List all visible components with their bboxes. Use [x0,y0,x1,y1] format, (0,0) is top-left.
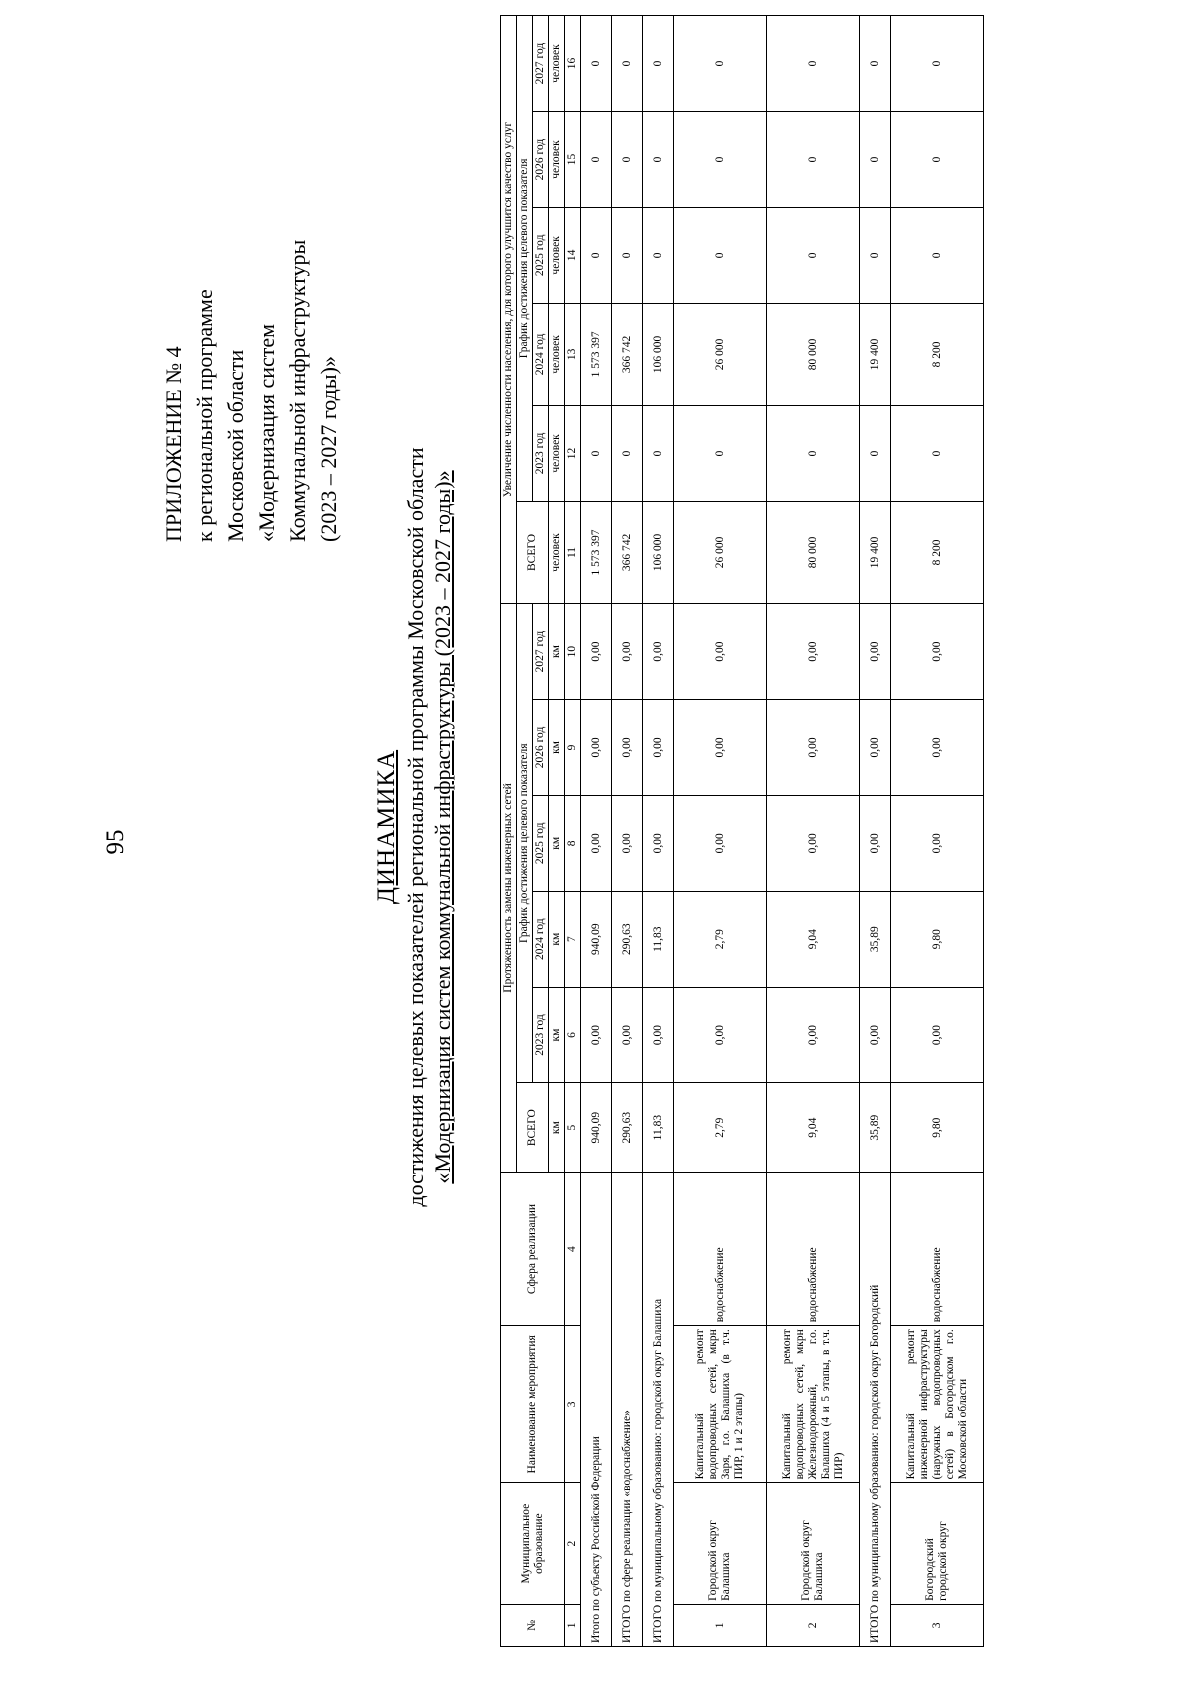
people-value-cell: 0 [767,112,860,208]
km-value-cell: 9,04 [767,1083,860,1172]
unit-people: человек [549,303,565,405]
column-number: 5 [565,1083,581,1172]
people-value-cell: 0 [581,406,612,502]
people-value-cell: 19 400 [860,501,891,603]
table-row [674,16,767,1647]
people-value-cell: 0 [891,16,984,112]
people-value-cell: 19 400 [860,303,891,405]
appendix-block [158,62,344,542]
header-year: 2023 год [533,987,549,1083]
municipality-cell: Городской округ Балашиха [767,1483,860,1604]
sphere-cell: водоснабжение [674,1172,767,1325]
indicators-table [500,15,984,1647]
people-value-cell: 0 [891,112,984,208]
people-value-cell: 0 [674,406,767,502]
unit-people: человек [549,501,565,603]
title-line-3: «Модернизация систем коммунальной инфраструктуры (2023 – 2027 годы)» [430,470,455,1184]
municipality-cell: Городской округ Балашиха [674,1483,767,1604]
people-value-cell: 0 [891,406,984,502]
unit-km: км [549,604,565,700]
sphere-cell: водоснабжение [767,1172,860,1325]
people-value-cell: 26 000 [674,303,767,405]
appendix-line: (2023 – 2027 годы)» [316,356,341,542]
total-label: ИТОГО по муниципальному образованию: городской округ Богородский [860,1172,891,1646]
appendix-line: к региональной программе [192,289,217,542]
column-number: 11 [565,501,581,603]
km-value-cell: 290,63 [612,1083,643,1172]
km-value-cell: 0,00 [643,700,674,796]
people-value-cell: 0 [767,207,860,303]
km-value-cell: 35,89 [860,1083,891,1172]
people-value-cell: 106 000 [643,501,674,603]
people-value-cell: 0 [581,207,612,303]
column-number: 10 [565,604,581,700]
km-value-cell: 0,00 [643,795,674,891]
km-value-cell: 0,00 [860,795,891,891]
people-value-cell: 0 [581,16,612,112]
km-value-cell: 0,00 [767,987,860,1083]
km-value-cell: 0,00 [674,795,767,891]
km-value-cell: 2,79 [674,891,767,987]
appendix-line: Московской области [223,349,248,542]
unit-km: км [549,795,565,891]
km-value-cell: 0,00 [612,700,643,796]
km-value-cell: 2,79 [674,1083,767,1172]
people-value-cell: 80 000 [767,501,860,603]
header-year: 2027 год [533,604,549,700]
unit-km: км [549,700,565,796]
people-value-cell: 0 [860,112,891,208]
km-value-cell: 940,09 [581,891,612,987]
appendix-line: Коммунальной инфраструктуры [285,239,310,542]
km-value-cell: 9,04 [767,891,860,987]
header-total-km: ВСЕГО [517,1083,549,1172]
row-number: 2 [767,1604,860,1646]
header-municipality: Муниципальное образование [501,1483,565,1604]
column-number: 15 [565,112,581,208]
unit-people: человек [549,406,565,502]
people-value-cell: 0 [612,112,643,208]
total-label: Итого по субъекту Российской Федерации [581,1172,612,1646]
km-value-cell: 9,80 [891,891,984,987]
km-value-cell: 0,00 [612,795,643,891]
km-value-cell: 0,00 [860,700,891,796]
km-value-cell: 0,00 [860,987,891,1083]
event-cell: Капитальный ремонт водопроводных сетей, мкрн Заря, г.о. Балашиха (в т.ч. ПИР, 1 и 2 этапы) [674,1326,767,1483]
people-value-cell: 0 [891,207,984,303]
header-year: 2026 год [533,700,549,796]
column-number: 4 [565,1172,581,1325]
header-group-length: Протяженность замены инженерных сетей [501,604,517,1173]
document-title [372,77,456,1577]
column-number-row [565,16,581,1647]
header-schedule-km: График достижения целевого показателя [517,604,533,1083]
total-row [860,16,891,1647]
km-value-cell: 290,63 [612,891,643,987]
km-value-cell: 0,00 [767,604,860,700]
people-value-cell: 0 [643,16,674,112]
km-value-cell: 0,00 [891,987,984,1083]
people-value-cell: 0 [767,406,860,502]
people-value-cell: 106 000 [643,303,674,405]
header-year: 2025 год [533,207,549,303]
people-value-cell: 366 742 [612,303,643,405]
header-year: 2025 год [533,795,549,891]
km-value-cell: 0,00 [581,604,612,700]
km-value-cell: 0,00 [891,700,984,796]
km-value-cell: 0,00 [891,795,984,891]
column-number: 7 [565,891,581,987]
header-sphere: Сфера реализации [501,1172,565,1325]
total-label: ИТОГО по сфере реализации «водоснабжение» [612,1172,643,1646]
header-year: 2026 год [533,112,549,208]
header-total-people: ВСЕГО [517,501,549,603]
header-num: № [501,1604,565,1646]
people-value-cell: 0 [612,207,643,303]
people-value-cell: 8 200 [891,303,984,405]
total-row [581,16,612,1647]
people-value-cell: 0 [612,16,643,112]
people-value-cell: 8 200 [891,501,984,603]
km-value-cell: 0,00 [674,700,767,796]
header-year: 2023 год [533,406,549,502]
page-number: 95 [102,829,129,855]
people-value-cell: 0 [612,406,643,502]
row-number: 3 [891,1604,984,1646]
column-number: 16 [565,16,581,112]
column-number: 9 [565,700,581,796]
people-value-cell: 0 [860,406,891,502]
column-number: 8 [565,795,581,891]
event-cell: Капитальный ремонт инженерной инфраструктуры (наружных водопроводных сетей) в Богородском г.о. Московской области [891,1326,984,1483]
total-row [612,16,643,1647]
appendix-line: ПРИЛОЖЕНИЕ № 4 [161,346,186,542]
header-year: 2024 год [533,303,549,405]
municipality-cell: Богородский городской округ [891,1483,984,1604]
km-value-cell: 0,00 [767,700,860,796]
people-value-cell: 0 [674,112,767,208]
table-row [767,16,860,1647]
km-value-cell: 9,80 [891,1083,984,1172]
title-main: ДИНАМИКА [373,749,400,905]
title-line-2: достижения целевых показателей региональной программы Московской области [403,447,428,1207]
people-value-cell: 0 [643,406,674,502]
km-value-cell: 940,09 [581,1083,612,1172]
unit-people: человек [549,207,565,303]
people-value-cell: 366 742 [612,501,643,603]
people-value-cell: 0 [860,16,891,112]
people-value-cell: 0 [674,16,767,112]
people-value-cell: 0 [581,112,612,208]
table-body [501,16,984,1647]
people-value-cell: 0 [643,112,674,208]
total-label: ИТОГО по муниципальному образованию: городской округ Балашиха [643,1172,674,1646]
row-number: 1 [674,1604,767,1646]
km-value-cell: 0,00 [612,604,643,700]
column-number: 12 [565,406,581,502]
column-number: 2 [565,1483,581,1604]
people-value-cell: 80 000 [767,303,860,405]
event-cell: Капитальный ремонт водопроводных сетей, мкрн Железнодорожный, г.о. Балашиха (4 и 5 этапы, в т.ч. ПИР) [767,1326,860,1483]
column-number: 3 [565,1326,581,1483]
km-value-cell: 0,00 [643,987,674,1083]
header-schedule-people: График достижения целевого показателя [517,16,533,502]
people-value-cell: 0 [860,207,891,303]
km-value-cell: 11,83 [643,891,674,987]
km-value-cell: 0,00 [581,987,612,1083]
km-value-cell: 0,00 [612,987,643,1083]
km-value-cell: 35,89 [860,891,891,987]
total-row [643,16,674,1647]
unit-people: человек [549,16,565,112]
column-number: 13 [565,303,581,405]
km-value-cell: 0,00 [891,604,984,700]
header-year: 2024 год [533,891,549,987]
column-number: 1 [565,1604,581,1646]
sphere-cell: водоснабжение [891,1172,984,1325]
km-value-cell: 0,00 [674,987,767,1083]
people-value-cell: 0 [643,207,674,303]
unit-km: км [549,987,565,1083]
header-group-population: Увеличение численности населения, для которого улучшится качество услуг [501,16,517,604]
km-value-cell: 11,83 [643,1083,674,1172]
column-number: 6 [565,987,581,1083]
km-value-cell: 0,00 [860,604,891,700]
km-value-cell: 0,00 [581,795,612,891]
km-value-cell: 0,00 [581,700,612,796]
unit-people: человек [549,112,565,208]
people-value-cell: 26 000 [674,501,767,603]
header-year: 2027 год [533,16,549,112]
people-value-cell: 0 [767,16,860,112]
unit-km: км [549,891,565,987]
people-value-cell: 0 [674,207,767,303]
unit-km: км [549,1083,565,1172]
km-value-cell: 0,00 [643,604,674,700]
table-row [891,16,984,1647]
km-value-cell: 0,00 [767,795,860,891]
km-value-cell: 0,00 [674,604,767,700]
people-value-cell: 1 573 397 [581,303,612,405]
appendix-line: «Модернизация систем [254,323,279,542]
header-event: Наименование мероприятия [501,1326,565,1483]
people-value-cell: 1 573 397 [581,501,612,603]
column-number: 14 [565,207,581,303]
